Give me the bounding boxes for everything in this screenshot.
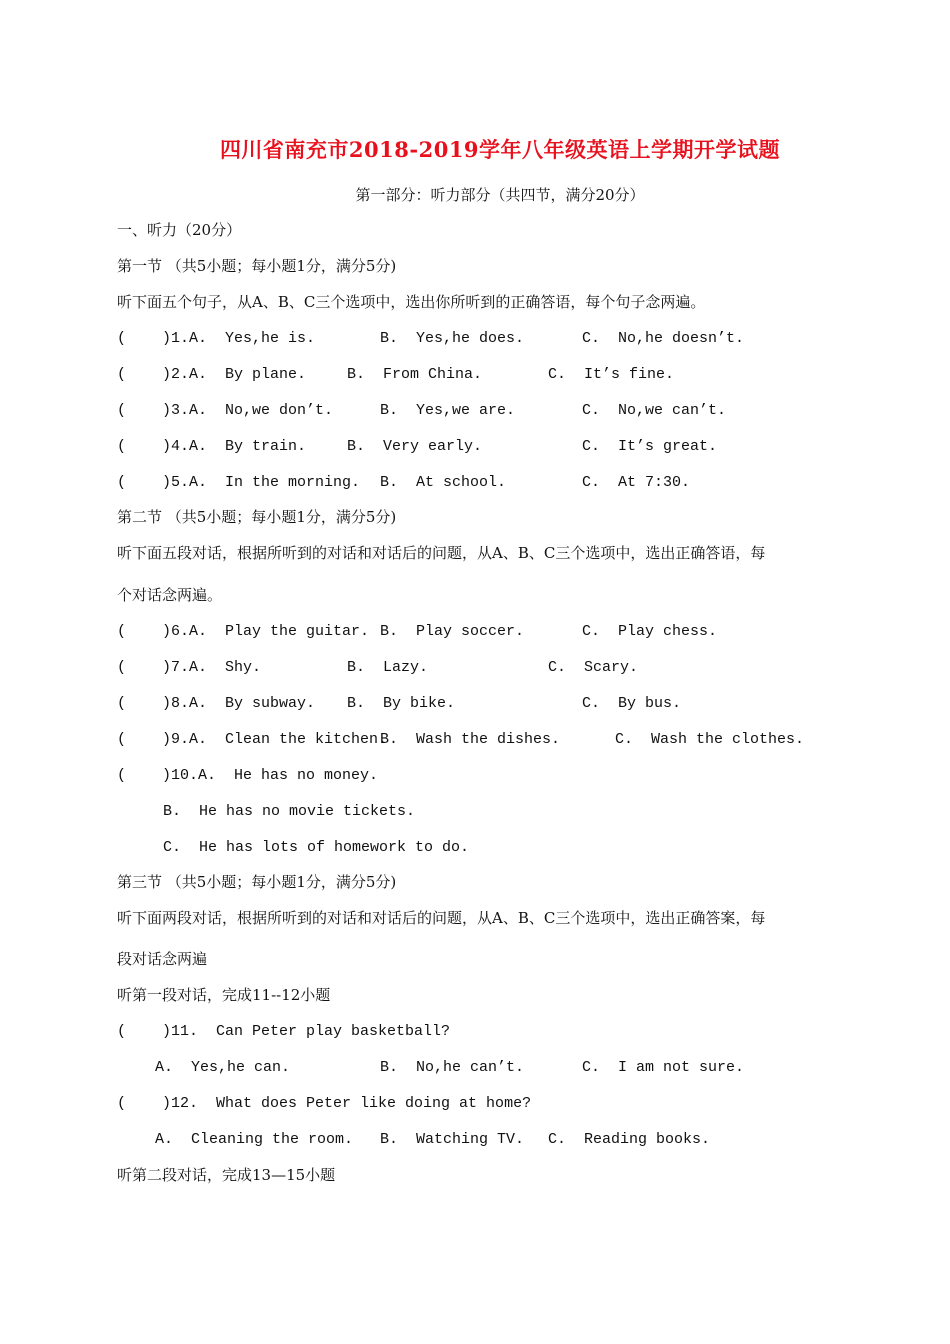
q6-option-c: C. Play chess. <box>582 623 718 640</box>
part-heading: 第一部分：听力部分（共四节，满分20分） <box>355 186 645 204</box>
s2-instruction-line2: 个对话念两遍。 <box>117 586 223 604</box>
q10-option-c: C. He has lots of homework to do. <box>163 839 470 856</box>
q11-option-b: B. No,he can’t. <box>380 1059 525 1076</box>
q5-option-c: C. At 7:30. <box>582 474 691 491</box>
q4-option-a: ( )4.A. By train. <box>117 438 307 455</box>
q1-option-c: C. No,he doesn’t. <box>582 330 745 347</box>
q11-option-c: C. I am not sure. <box>582 1059 745 1076</box>
s3-instruction-line2: 段对话念两遍 <box>117 950 208 968</box>
q3-option-a: ( )3.A. No,we don’t. <box>117 402 334 419</box>
q8-option-b: B. By bike. <box>347 695 456 712</box>
q10-option-a: ( )10.A. He has no money. <box>117 767 379 784</box>
section-heading: 一、听力（20分） <box>117 221 242 239</box>
q12-option-c: C. Reading books. <box>548 1131 711 1148</box>
q7-option-c: C. Scary. <box>548 659 639 676</box>
q1-option-a: ( )1.A. Yes,he is. <box>117 330 316 347</box>
q6-option-b: B. Play soccer. <box>380 623 525 640</box>
q9-option-b: B. Wash the dishes. <box>380 731 561 748</box>
q6-option-a: ( )6.A. Play the guitar. <box>117 623 370 640</box>
q3-option-b: B. Yes,we are. <box>380 402 516 419</box>
q8-option-a: ( )8.A. By subway. <box>117 695 316 712</box>
dialog2-heading: 听第二段对话，完成13—15小题 <box>117 1166 336 1184</box>
q4-option-c: C. It’s great. <box>582 438 718 455</box>
q7-option-b: B. Lazy. <box>347 659 429 676</box>
q11-stem: ( )11. Can Peter play basketball? <box>117 1023 451 1040</box>
s3-heading: 第三节 （共5小题；每小题1分，满分5分) <box>117 873 397 891</box>
q9-option-c: C. Wash the clothes. <box>615 731 805 748</box>
q9-option-a: ( )9.A. Clean the kitchen. <box>117 731 388 748</box>
q2-option-c: C. It’s fine. <box>548 366 675 383</box>
q3-option-c: C. No,we can’t. <box>582 402 727 419</box>
dialog1-heading: 听第一段对话，完成11--12小题 <box>117 986 331 1004</box>
q8-option-c: C. By bus. <box>582 695 682 712</box>
document-title: 四川省南充市2018-2019学年八年级英语上学期开学试题 <box>219 137 781 162</box>
q7-option-a: ( )7.A. Shy. <box>117 659 262 676</box>
s1-heading: 第一节 （共5小题；每小题1分，满分5分) <box>117 257 397 275</box>
q12-stem: ( )12. What does Peter like doing at home? <box>117 1095 532 1112</box>
q1-option-b: B. Yes,he does. <box>380 330 525 347</box>
q5-option-a: ( )5.A. In the morning. <box>117 474 361 491</box>
s2-instruction-line1: 听下面五段对话，根据所听到的对话和对话后的问题，从A、B、C三个选项中，选出正确答语，每 <box>117 544 766 562</box>
q2-option-a: ( )2.A. By plane. <box>117 366 307 383</box>
s3-instruction-line1: 听下面两段对话，根据所听到的对话和对话后的问题，从A、B、C三个选项中，选出正确答案，每 <box>117 909 766 927</box>
q5-option-b: B. At school. <box>380 474 507 491</box>
s2-heading: 第二节 （共5小题；每小题1分，满分5分) <box>117 508 397 526</box>
q4-option-b: B. Very early. <box>347 438 483 455</box>
q12-option-b: B. Watching TV. <box>380 1131 525 1148</box>
q2-option-b: B. From China. <box>347 366 483 383</box>
q10-option-b: B. He has no movie tickets. <box>163 803 416 820</box>
s1-instruction: 听下面五个句子，从A、B、C三个选项中，选出你所听到的正确答语，每个句子念两遍。 <box>117 293 706 311</box>
q12-option-a: A. Cleaning the room. <box>155 1131 354 1148</box>
q11-option-a: A. Yes,he can. <box>155 1059 291 1076</box>
